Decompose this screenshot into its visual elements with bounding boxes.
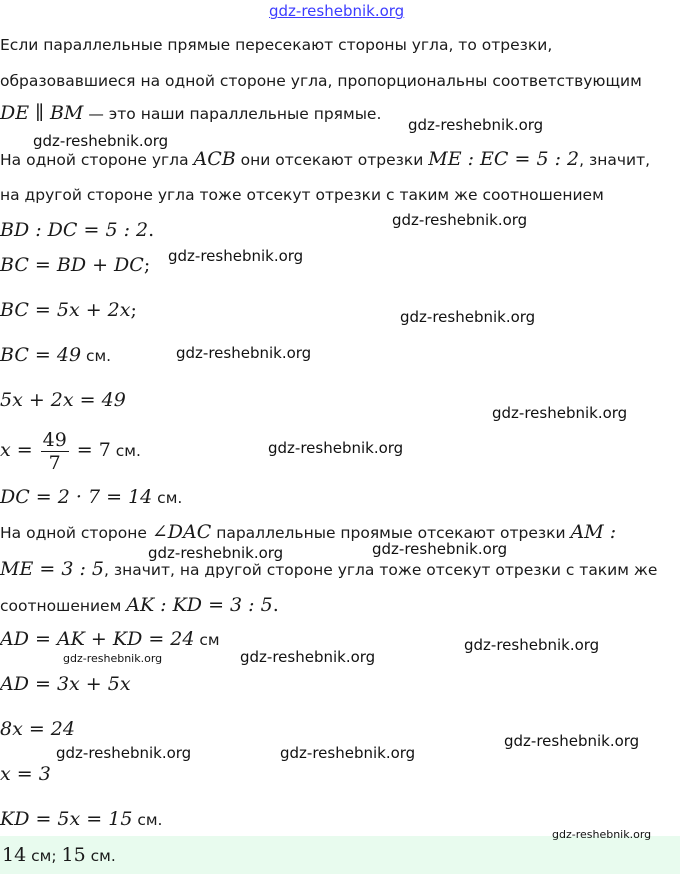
watermark: gdz-reshebnik.org (268, 439, 404, 457)
unit-cm: см. (132, 811, 163, 829)
math-ratio-me-ec: ME : EC = 5 : 2 (428, 148, 580, 170)
text-segment: , значит, на другой стороне угла тоже отсекут отрезки с таким же (103, 561, 658, 579)
watermark: gdz-reshebnik.org (464, 636, 600, 654)
watermark: gdz-reshebnik.org (552, 828, 652, 841)
math-equals-7: = 7 (76, 439, 111, 461)
watermark: gdz-reshebnik.org (408, 116, 544, 134)
answer-unit-2: см. (85, 847, 116, 865)
math-ratio-me: ME = 3 : 5 (0, 558, 104, 580)
math-ad-ak-kd: AD = AK + KD = 24 (0, 628, 195, 650)
equation-8x-24 (0, 718, 75, 741)
text-line-15 (0, 594, 279, 617)
fraction-49-7 (41, 429, 69, 474)
text-line-4 (0, 148, 650, 171)
watermark-top: gdz-reshebnik.org (269, 2, 405, 20)
watermark: gdz-reshebnik.org (492, 404, 628, 422)
equation-bc-sum (0, 254, 150, 277)
equation-5x2x-49: 5x + 2x = 49 (0, 389, 126, 411)
watermark: gdz-reshebnik.org (176, 344, 312, 362)
math-ratio-bd-dc: BD : DC = 5 : 2 (0, 219, 149, 241)
math-bc-5x-2x: BC = 5x + 2x (0, 299, 131, 321)
text-line-14 (0, 558, 657, 581)
text-line-2: образовавшиеся на одной стороне угла, пропорциональны соответствующим (0, 72, 642, 90)
equation-ad-24 (0, 628, 220, 651)
math-de: DE (0, 102, 30, 124)
text-segment: , значит, (579, 151, 651, 169)
unit-cm: см. (110, 442, 141, 460)
text-segment: На одной стороне угла (0, 151, 194, 169)
math-bc-bd-dc: BC = BD + DC (0, 254, 144, 276)
unit-cm: см (194, 631, 220, 649)
watermark: gdz-reshebnik.org (168, 247, 304, 265)
equation-bc-49 (0, 344, 111, 367)
equation-bd-dc (0, 219, 154, 242)
watermark: gdz-reshebnik.org (372, 540, 508, 558)
equation-x-fraction (0, 427, 141, 474)
equation-x-3 (0, 763, 51, 786)
answer-value-1: 14 (2, 844, 27, 866)
math-angle-dac: ∠DAC (151, 521, 212, 543)
unit-cm: см. (152, 489, 183, 507)
watermark: gdz-reshebnik.org (504, 732, 640, 750)
text-segment: На одной стороне (0, 524, 152, 542)
fraction-denominator: 7 (48, 452, 61, 474)
unit-cm: см. (81, 347, 112, 365)
watermark: gdz-reshebnik.org (148, 544, 284, 562)
answer-box (0, 836, 680, 874)
math-dc-14: DC = 2 · 7 = 14 (0, 486, 153, 508)
text-line-5: на другой стороне угла тоже отсекут отрезки с таким же соотношением (0, 186, 604, 204)
watermark: gdz-reshebnik.org (400, 308, 536, 326)
watermark: gdz-reshebnik.org (240, 648, 376, 666)
fraction-numerator: 49 (42, 429, 67, 451)
text-line-13 (0, 521, 616, 544)
math-parallel: ∥ (29, 102, 50, 124)
math-x-equals: x = (0, 439, 33, 461)
math-bc-49: BC = 49 (0, 344, 82, 366)
watermark: gdz-reshebnik.org (33, 132, 169, 150)
text-line-1: Если параллельные прямые пересекают стороны угла, то отрезки, (0, 36, 553, 54)
math-am: AM : (570, 521, 617, 543)
math-ad-3x-5x: AD = 3x + 5x (0, 673, 131, 695)
punct: ; (130, 299, 137, 321)
math-kd-15: KD = 5x = 15 (0, 808, 133, 830)
equation-ad-3x5x (0, 673, 131, 696)
text-parallel-lines: — это наши параллельные прямые. (83, 105, 382, 123)
text-segment: соотношением (0, 597, 127, 615)
watermark: gdz-reshebnik.org (280, 744, 416, 762)
math-angle-acb: ACB (193, 148, 236, 170)
text-line-3 (0, 102, 381, 125)
math-bm: BM (49, 102, 84, 124)
punct: . (148, 219, 155, 241)
answer-unit-1: см; (26, 847, 62, 865)
text-segment: параллельные проямые отсекают отрезки (211, 524, 571, 542)
equation-bc-5x2x (0, 299, 137, 322)
answer-text (2, 844, 116, 867)
math-ratio-ak-kd: AK : KD = 3 : 5 (126, 594, 273, 616)
math-x-3: x = 3 (0, 763, 51, 785)
watermark: gdz-reshebnik.org (392, 211, 528, 229)
equation-dc-14 (0, 486, 182, 509)
math-8x-24: 8x = 24 (0, 718, 75, 740)
watermark: gdz-reshebnik.org (63, 652, 163, 665)
equation-kd-15 (0, 808, 162, 831)
text-segment: они отсекают отрезки (235, 151, 429, 169)
watermark: gdz-reshebnik.org (56, 744, 192, 762)
answer-value-2: 15 (61, 844, 86, 866)
punct: ; (143, 254, 151, 276)
punct: . (272, 594, 279, 616)
